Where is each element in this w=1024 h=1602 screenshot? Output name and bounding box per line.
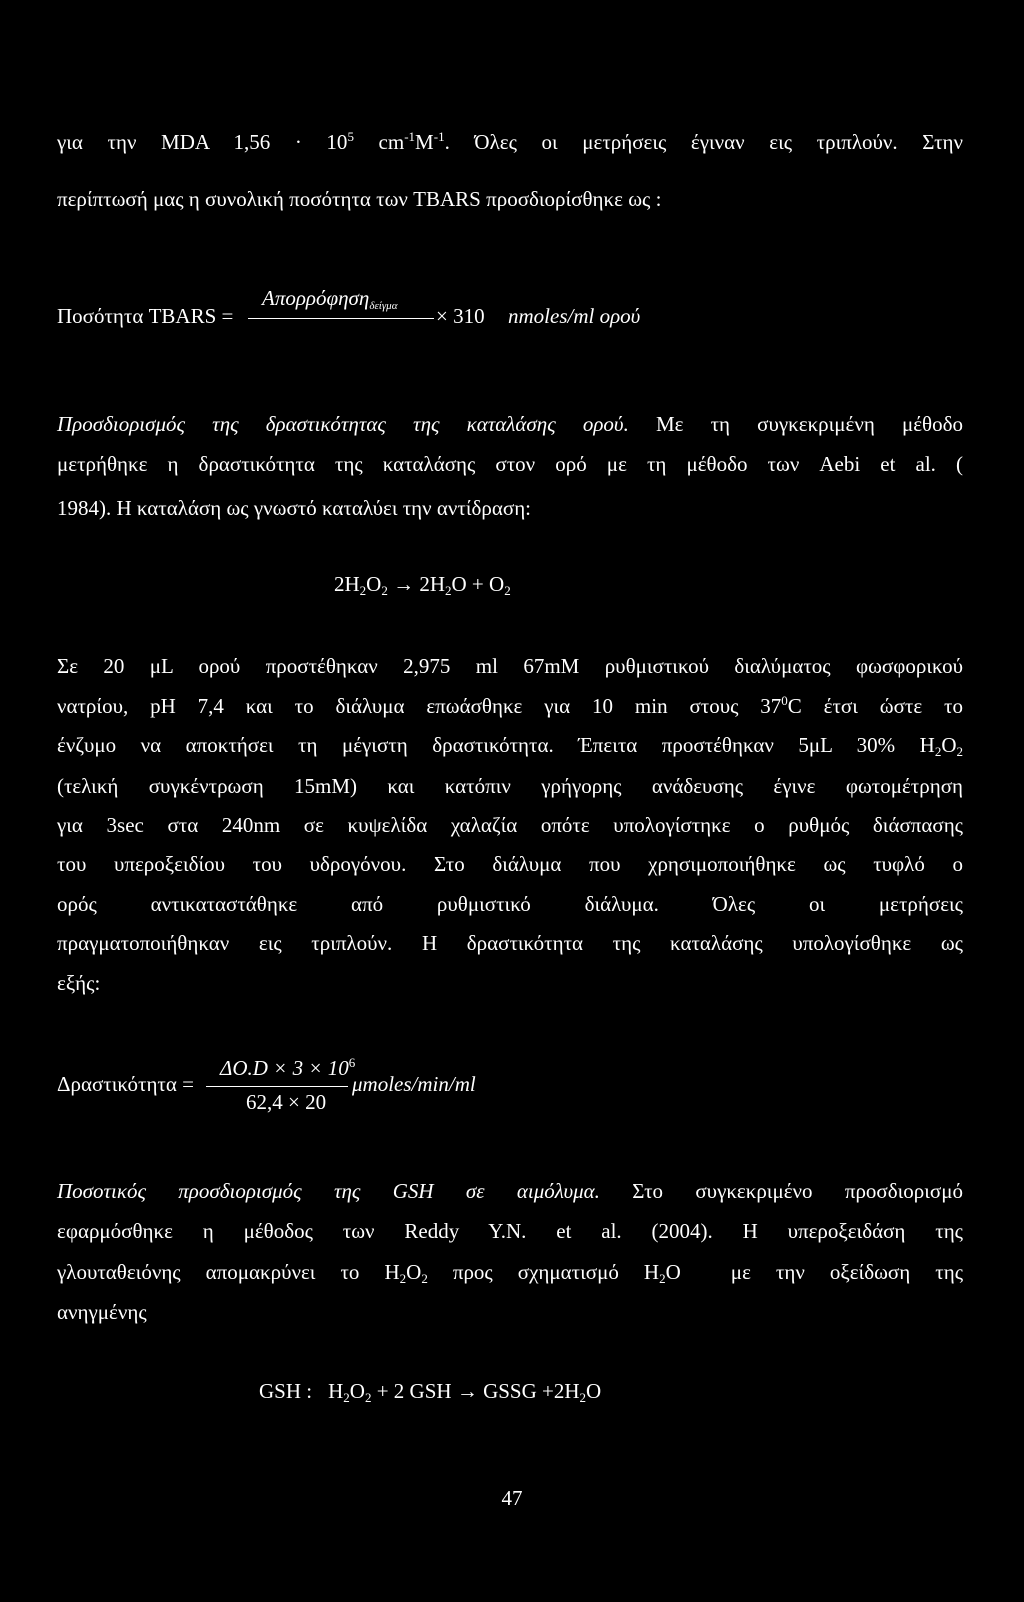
subscript: 2	[381, 583, 388, 598]
activity-fraction-bar	[206, 1086, 348, 1087]
method-line-8: πραγματοποιήθηκαν εις τριπλούν. Η δραστικότητα της καταλάσης υπολογίσθηκε ως	[57, 931, 963, 955]
tbars-formula-lhs: Ποσότητα TBARS =	[57, 304, 234, 328]
subscript: 2	[421, 1271, 428, 1286]
text-span: για την MDA 1,56 · 10	[57, 130, 348, 154]
subscript: 2	[504, 583, 511, 598]
text-span: + 2 GSH	[371, 1379, 452, 1403]
text-span: C έτσι ώστε το	[787, 694, 963, 718]
method-line-7: ορός αντικαταστάθηκε από ρυθμιστικό διάλυμα. Όλες οι μετρήσεις	[57, 892, 963, 916]
numerator-text: Απορρόφηση	[262, 286, 370, 310]
tbars-formula-numerator	[262, 286, 397, 311]
tbars-formula-unit: nmoles/ml ορού	[508, 304, 641, 328]
subscript: 2	[359, 583, 367, 598]
gsh-reaction	[259, 1379, 601, 1404]
method-line-5: για 3sec στα 240nm σε κυψελίδα χαλαζία οπότε υπολογίστηκε ο ρυθμός διάσπασης	[57, 813, 963, 837]
tbars-fraction-bar	[248, 318, 434, 319]
subscript: 2	[956, 744, 963, 759]
text-span: Με τη συγκεκριμένη μέθοδο	[628, 412, 964, 436]
gsh-line-4: ανηγμένης	[57, 1300, 147, 1324]
activity-formula-lhs: Δραστικότητα =	[57, 1072, 194, 1096]
text-span: νατρίου, pH 7,4 και το διάλυμα επωάσθηκε για 10 min στους 37	[57, 694, 782, 718]
text-span: GSSG +2H	[483, 1379, 580, 1403]
page-number: 47	[501, 1486, 523, 1510]
reaction-label: GSH :	[259, 1379, 313, 1403]
text-span: O	[586, 1379, 602, 1403]
subscript: 2	[399, 1271, 407, 1286]
tbars-formula-multiplier: × 310	[436, 304, 485, 328]
method-line-1: Σε 20 μL ορού προστέθηκαν 2,975 ml 67mM ρυθμιστικού διαλύματος φωσφορικού	[57, 654, 963, 678]
text-span: γλουταθειόνης απομακρύνει το H	[57, 1260, 400, 1284]
text-span: προς σχηματισμό H	[427, 1260, 660, 1284]
subscript: 2	[659, 1271, 666, 1286]
subscript: 2	[579, 1390, 587, 1405]
text-span: M	[415, 130, 434, 154]
text-span: . Όλες οι μετρήσεις έγιναν εις τριπλούν. Στην	[444, 130, 964, 154]
activity-formula-unit: μmoles/min/ml	[352, 1072, 476, 1096]
superscript: 0	[781, 693, 788, 708]
method-line-3	[57, 731, 963, 759]
catalase-line-1	[57, 410, 963, 438]
method-line-2	[57, 692, 963, 720]
superscript: -1	[404, 129, 416, 144]
section-heading: Προσδιορισμός της δραστικότητας της καταλάσης ορού.	[57, 412, 629, 436]
catalase-reaction	[334, 572, 511, 597]
text-span: O	[366, 572, 382, 596]
text-span: H	[328, 1379, 344, 1403]
subscript: 2	[364, 1390, 372, 1405]
text-span: O	[406, 1260, 422, 1284]
text-span: 2H	[419, 572, 446, 596]
text-span: O	[349, 1379, 365, 1403]
text-span: cm	[353, 130, 405, 154]
reaction-arrow: →	[387, 572, 420, 596]
method-line-9: εξής:	[57, 971, 101, 995]
reaction-arrow: →	[451, 1379, 484, 1403]
subscript: 2	[343, 1390, 350, 1405]
catalase-line-3: 1984). Η καταλάση ως γνωστό καταλύει την αντίδραση:	[57, 496, 532, 520]
subscript: 2	[445, 583, 452, 598]
activity-formula-numerator	[220, 1056, 355, 1081]
text-span: Στο συγκεκριμένο προσδιορισμό	[599, 1179, 963, 1203]
subscript: 2	[934, 744, 942, 759]
catalase-line-2: μετρήθηκε η δραστικότητα της καταλάσης στον ορό με τη μέθοδο των Aebi et al. (	[57, 452, 963, 476]
method-line-4: (τελική συγκέντρωση 15mM) και κατόπιν γρήγορης ανάδευσης έγινε φωτομέτρηση	[57, 774, 963, 798]
gsh-line-3	[57, 1258, 963, 1286]
superscript: -1	[433, 129, 445, 144]
gsh-line-2: εφαρμόσθηκε η μέθοδος των Reddy Y.N. et al. (2004). Η υπεροξειδάση της	[57, 1219, 963, 1243]
gsh-line-1	[57, 1177, 963, 1205]
superscript: 6	[348, 1055, 356, 1070]
text-span: O με την οξείδωση της	[665, 1260, 964, 1284]
section-heading: Ποσοτικός προσδιορισμός της GSH σε αιμόλυμα.	[57, 1179, 600, 1203]
intro-line-2: περίπτωσή μας η συνολική ποσότητα των TBARS προσδιορίσθηκε ως :	[57, 187, 662, 211]
method-line-6: του υπεροξειδίου του υδρογόνου. Στο διάλυμα που χρησιμοποιήθηκε ως τυφλό ο	[57, 852, 963, 876]
text-span: O	[941, 733, 957, 757]
superscript: 5	[347, 129, 354, 144]
text-span: O + O	[451, 572, 505, 596]
numerator-subscript: δείγμα	[369, 300, 398, 312]
numerator-text: ΔO.D × 3 × 10	[220, 1056, 349, 1080]
text-span: ένζυμο να αποκτήσει τη μέγιστη δραστικότητα. Έπειτα προστέθηκαν 5μL 30% H	[57, 733, 935, 757]
text-span: 2H	[334, 572, 360, 596]
activity-formula-denominator: 62,4 × 20	[246, 1090, 327, 1114]
intro-line-1	[57, 128, 963, 156]
